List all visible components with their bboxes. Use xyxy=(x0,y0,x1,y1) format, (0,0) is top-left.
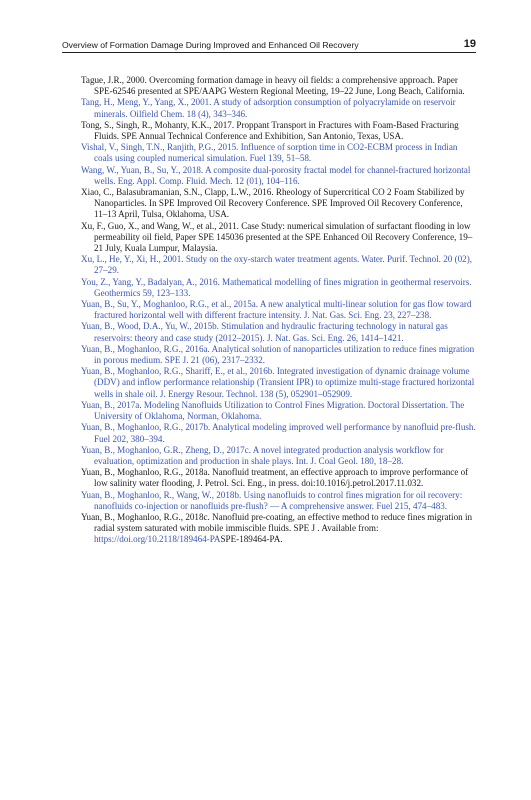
reference-item: Xiao, C., Balasubramanian, S.N., Clapp, L.W., 2016. Rheology of Supercritical CO 2 Foam Stabilized by Nanoparticles. In SPE Improved Oil Recovery Conference. SPE Improved Oil Recovery Conference, 11–13 April, Tulsa, Oklahoma, USA. xyxy=(81,187,465,220)
doi-link[interactable]: https://doi.org/10.2118/189464-PA xyxy=(94,534,221,545)
reference-item-link[interactable]: Yuan, B., Wood, D.A., Yu, W., 2015b. Stimulation and hydraulic fracturing technology in natural gas reservoirs: theory and case study (2012–2015). J. Nat. Gas. Sci. Eng. 26, 1414–1421. xyxy=(81,321,448,343)
reference-list xyxy=(81,75,476,546)
reference-item xyxy=(81,512,476,546)
reference-item: Yuan, B., Moghanloo, R.G., 2018a. Nanofluid treatment, an effective approach to improve performance of low salinity water flooding, J. Petrol. Sci. Eng., in press. doi:10.1016/j.petrol.2017.11.032. xyxy=(81,467,469,489)
reference-item-link[interactable]: Yuan, B., Moghanloo, R.G., Shariff, E., et al., 2016b. Integrated investigation of dynamic drainage volume (DDV) and inflow performance relationship (Transient IPR) to optimize multi-stage fractured horizontal wells in shale oil. J. Energy Resour. Technol. 138 (5), 052901–052909. xyxy=(81,366,475,399)
reference-item-link[interactable]: Xu, L., He, Y., Xi, H., 2001. Study on the oxy-starch water treatment agents. Water. Purif. Technol. 20 (02), 27–29. xyxy=(81,254,473,276)
reference-item-link[interactable]: Yuan, B., Moghanloo, R.G., 2016a. Analytical solution of nanoparticles utilization to reduce fines migration in porous medium. SPE J. 21 (06), 2317–2332. xyxy=(81,343,475,366)
running-title: Overview of Formation Damage During Improved and Enhanced Oil Recovery xyxy=(62,40,359,50)
reference-item-link[interactable]: Tang, H., Meng, Y., Yang, X., 2001. A study of adsorption consumption of polyacrylamide on reservoir minerals. Oilfield Chem. 18 (4), 343–346. xyxy=(81,97,456,119)
reference-item-link[interactable]: You, Z., Yang, Y., Badalyan, A., 2016. Mathematical modelling of fines migration in geothermal reservoirs. Geothermics 59, 123–133. xyxy=(81,276,472,298)
reference-item-link[interactable]: Vishal, V., Singh, T.N., Ranjith, P.G., 2015. Influence of sorption time in CO2-ECBM process in Indian coals using coupled numerical simulation. Fuel 139, 51–58. xyxy=(81,142,458,164)
reference-item-link[interactable]: Yuan, B., 2017a. Modeling Nanofluids Utilization to Control Fines Migration. Doctoral Dissertation. The University of Oklahoma, Norman, Oklahoma. xyxy=(81,399,465,422)
reference-item-link[interactable]: Wang, W., Yuan, B., Su, Y., 2018. A composite dual-porosity fractal model for channel-fractured horizontal wells. Eng. Appl. Comp. Fluid. Mech. 12 (01), 104–116. xyxy=(81,164,471,186)
reference-item-link[interactable]: Yuan, B., Moghanloo, R., Wang, W., 2018b. Using nanofluids to control fines migration for oil recovery: nanofluids co-injection or nanofluids pre-flush? — A comprehensive answer. Fuel 215, 474–483. xyxy=(81,489,463,511)
reference-item-link[interactable]: Yuan, B., Moghanloo, R.G., 2017b. Analytical modeling improved well performance by nanofluid pre-flush. Fuel 202, 380–394. xyxy=(81,422,476,444)
reference-item: Tong, S., Singh, R., Mohanty, K.K., 2017. Proppant Transport in Fractures with Foam-Based Fracturing Fluids. SPE Annual Technical Conference and Exhibition, San Antonio, Texas, USA. xyxy=(81,119,459,142)
reference-suffix: SPE-189464-PA. xyxy=(220,534,283,545)
reference-item: Tague, J.R., 2000. Overcoming formation damage in heavy oil fields: a comprehensive approach. Paper SPE-62546 presented at SPE/AAPG Western Regional Meeting, 19–22 June, Long Beach, California. xyxy=(81,75,465,97)
reference-item-link[interactable]: Yuan, B., Su, Y., Moghanloo, R.G., et al., 2015a. A new analytical multi-linear solution for gas flow toward fractured horizontal well with different fracture intensity. J. Nat. Gas. Sci. Eng. 23, 227–238. xyxy=(81,299,472,321)
reference-item-link[interactable]: Yuan, B., Moghanloo, G.R., Zheng, D., 2017c. A novel integrated production analysis workflow for evaluation, optimization and production in shale plays. Int. J. Coal Geol. 180, 18–28. xyxy=(81,444,444,466)
page-number: 19 xyxy=(463,38,476,50)
running-header xyxy=(62,38,476,53)
reference-text: Yuan, B., Moghanloo, R.G., 2018c. Nanofluid pre-coating, an effective method to reduce fines migration in radial system saturated with mobile immiscible fluids. SPE J . Available from: xyxy=(81,511,473,534)
reference-item: Xu, F., Guo, X., and Wang, W., et al., 2011. Case Study: numerical simulation of surfactant flooding in low permeability oil field, Paper SPE 145036 presented at the SPE Enhanced Oil Recovery Conference, 19–21 July, Kuala Lumpur, Malaysia. xyxy=(81,220,473,254)
